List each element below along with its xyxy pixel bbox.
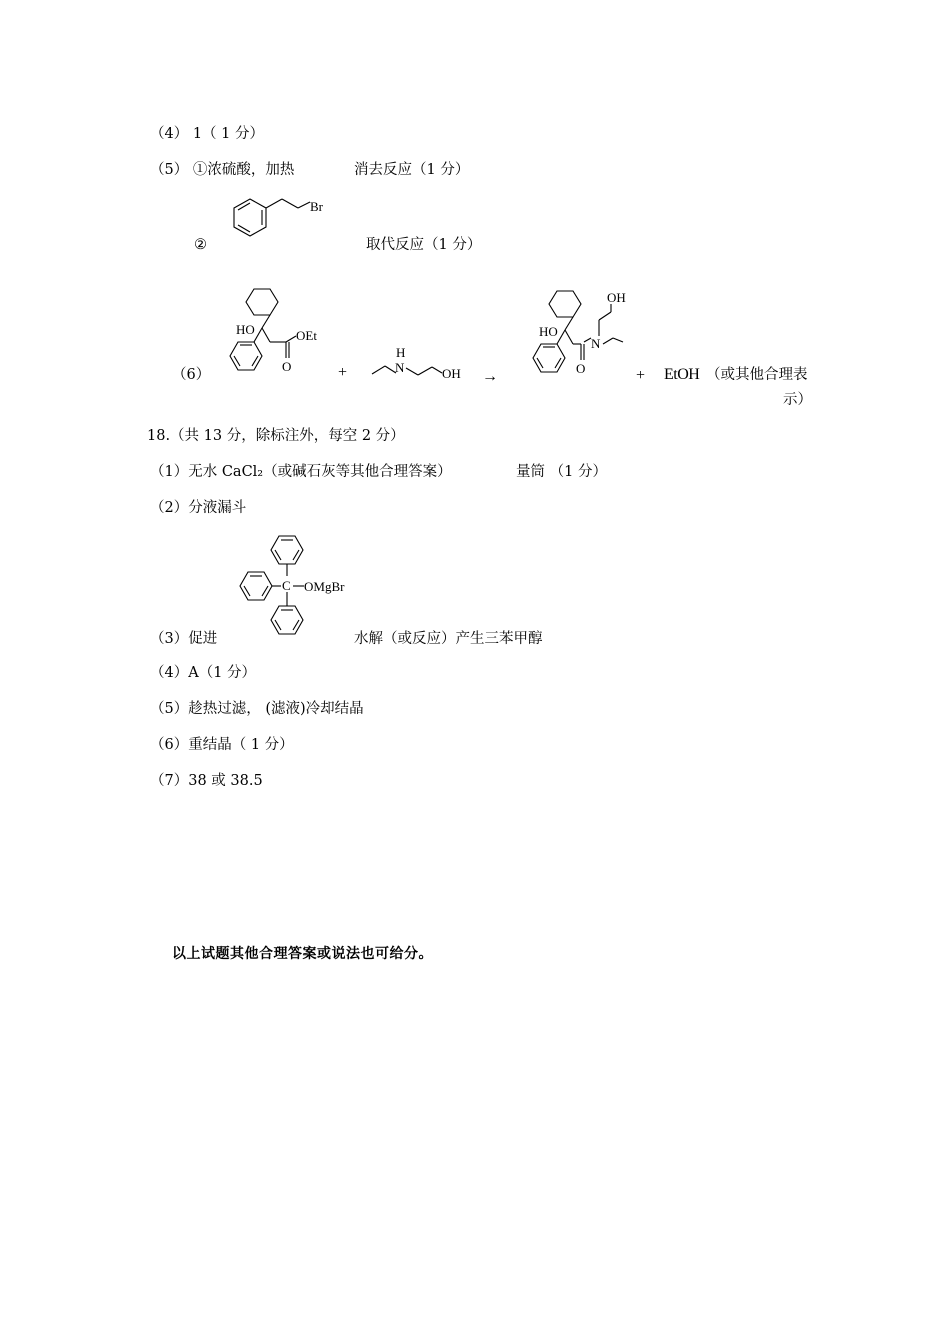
triphenylmethoxy-mgbr-structure: [224, 532, 364, 650]
phenylethyl-bromide-structure: [214, 196, 344, 256]
q18-answer-2: （2）分液漏斗: [150, 500, 247, 516]
q18-answer-1b: 量筒 （1 分）: [516, 464, 607, 480]
omgbr-label: OMgBr: [304, 579, 345, 594]
q17-answer-5-circle-2: ②: [194, 237, 207, 253]
oet-label: OEt: [296, 328, 317, 343]
br-atom-label: Br: [310, 199, 323, 214]
product-ho-label: HO: [539, 324, 558, 339]
reaction-arrow: →: [482, 368, 498, 385]
q18-answer-1: （1）无水 CaCl₂（或碱石灰等其他合理答案）: [150, 464, 452, 480]
q18-answer-5: （5）趁热过滤， (滤液)冷却结晶: [150, 701, 364, 717]
q17-answer-6-note: （或其他合理表: [706, 367, 808, 383]
ester-o-label: O: [282, 359, 292, 374]
amide-n-label: N: [591, 336, 601, 351]
q17-answer-6-note-continued: 示）: [783, 392, 812, 408]
ethylaminoethanol-structure: [370, 344, 470, 384]
q18-answer-6: （6）重结晶（ 1 分）: [150, 737, 294, 753]
q17-answer-5-reagent: （5） ①浓硫酸，加热: [150, 162, 295, 178]
plus-sign-1: +: [338, 364, 348, 381]
nh-n-label: N: [395, 360, 405, 375]
central-c-label: C: [282, 578, 291, 593]
ho-label: HO: [236, 322, 255, 337]
etoh-label: EtOH: [664, 366, 700, 383]
oh-label-1: OH: [442, 366, 461, 381]
q18-header: 18.（共 13 分，除标注外，每空 2 分）: [147, 428, 405, 444]
q18-answer-3-prefix: （3）促进: [150, 631, 218, 647]
q17-answer-5-reaction-type-2: 取代反应（1 分）: [366, 237, 482, 253]
q17-answer-4: （4） 1（ 1 分）: [150, 126, 265, 142]
q17-answer-5-reaction-type-1: 消去反应（1 分）: [354, 162, 470, 178]
nh-h-label: H: [396, 345, 406, 360]
q18-answer-3-suffix: 水解（或反应）产生三苯甲醇: [354, 631, 543, 647]
q18-answer-4: （4）A（1 分）: [150, 665, 257, 681]
footer-note: 以上试题其他合理答案或说法也可给分。: [172, 946, 433, 962]
ester-reactant-structure: [212, 282, 332, 382]
q18-answer-7: （7）38 或 38.5: [150, 773, 263, 789]
amide-product-structure: [515, 284, 635, 384]
q17-answer-6-label: （6）: [172, 367, 211, 383]
amide-o-label: O: [576, 361, 586, 376]
plus-sign-2: +: [636, 367, 646, 384]
oh-label-2: OH: [607, 290, 626, 305]
